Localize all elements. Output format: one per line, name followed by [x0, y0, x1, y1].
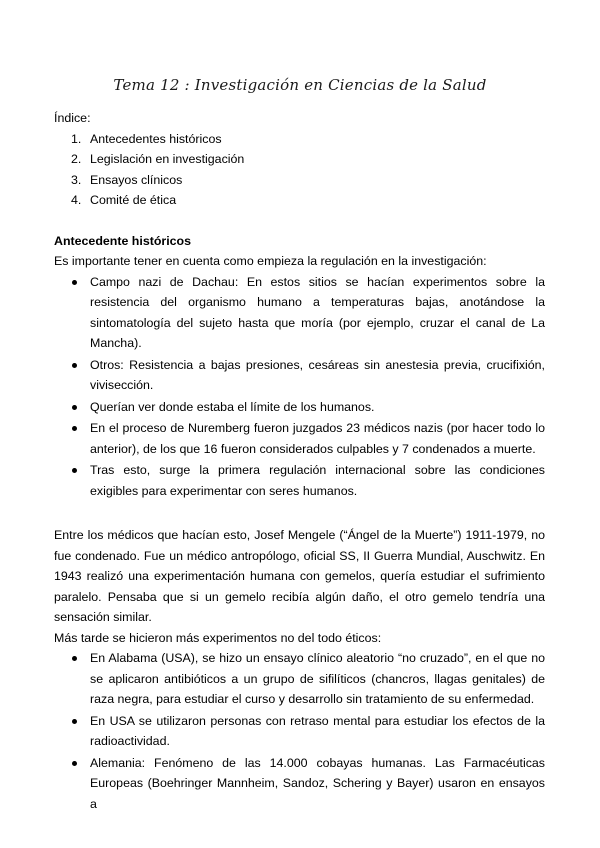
- bullet-item: [54, 272, 545, 354]
- bullet-item: [54, 460, 545, 501]
- page-title: Tema 12 : Investigación en Ciencias de la Salud: [113, 76, 487, 94]
- bullet-text: Tras esto, surge la primera regulación internacional sobre las condiciones exigibles para experimentar con seres humanos.: [90, 463, 545, 498]
- bullet-icon: [72, 405, 77, 410]
- index-item-number: 2.: [71, 152, 82, 166]
- bullet-icon: [72, 363, 77, 368]
- spacer: [54, 211, 545, 231]
- section-intro: Es importante tener en cuenta como empieza la regulación en la investigación:: [54, 254, 487, 268]
- bullet-item: [54, 711, 545, 752]
- later-experiments-intro: Más tarde se hicieron más experimentos no del todo éticos:: [54, 630, 382, 645]
- index-item-number: 4.: [71, 193, 82, 207]
- index-item-label: Comité de ética: [90, 193, 177, 207]
- bullet-text: En Alabama (USA), se hizo un ensayo clínico aleatorio “no cruzado”, en el que no se aplicaron antibióticos a un grupo de sifilíticos (chancros, llagas genitales) de raza negra, para estudiar el curso y desarrollo sin tratamiento de su enfermedad.: [90, 651, 545, 706]
- bullet-item: [54, 648, 545, 710]
- index-item-number: 3.: [71, 172, 82, 187]
- bullet-icon: [72, 719, 77, 724]
- bullet-text: Querían ver donde estaba el límite de los humanos.: [90, 399, 375, 414]
- spacer: [54, 502, 545, 525]
- index-item-label: Antecedentes históricos: [90, 131, 222, 146]
- bullet-item: [54, 397, 545, 418]
- section-heading: Antecedente históricos: [54, 233, 192, 248]
- bullet-icon: [72, 656, 77, 661]
- index-item: [54, 190, 545, 211]
- index-item-number: 1.: [71, 131, 82, 146]
- index-item-label: Legislación en investigación: [90, 152, 245, 166]
- bullet-icon: [72, 426, 77, 431]
- bullet-text: En el proceso de Nuremberg fueron juzgados 23 médicos nazis (por hacer todo lo anterior), de los que 16 fueron considerados culpables y 7 condenados a muerte.: [90, 421, 545, 456]
- bullet-item: [54, 418, 545, 459]
- index-item-label: Ensayos clínicos: [90, 172, 183, 187]
- index-list: [54, 129, 545, 211]
- bullet-text: Otros: Resistencia a bajas presiones, cesáreas sin anestesia previa, crucifixión, vivisección.: [90, 357, 545, 392]
- bullet-list: [54, 272, 545, 502]
- index-item: [54, 129, 545, 150]
- bullet-icon: [72, 468, 77, 473]
- index-heading: Índice:: [54, 111, 91, 125]
- bullet-text: Alemania: Fenómeno de las 14.000 cobayas humanas. Las Farmacéuticas Europeas (Boehringer Mannheim, Sandoz, Schering y Bayer) usaron en ensayos a: [90, 755, 545, 811]
- document-body: [54, 108, 545, 815]
- mengele-paragraph: Entre los médicos que hacían esto, Josef Mengele (“Ángel de la Muerte”) 1911-1979, no fue condenado. Fue un médico antropólogo, oficial SS, II Guerra Mundial, Auschwitz. En 1943 realizó una experimentación humana con gemelos, quería estudiar el sufrimiento paralelo. Pensaba que si un gemelo recibía algún daño, el otro gemelo tendría una sensación similar.: [54, 528, 545, 624]
- index-item: [54, 170, 545, 191]
- bullet-icon: [72, 761, 77, 766]
- index-item: [54, 149, 545, 170]
- bullet-item: [54, 753, 545, 815]
- bullet-text: En USA se utilizaron personas con retraso mental para estudiar los efectos de la radioactividad.: [90, 713, 545, 748]
- bullet-item: [54, 355, 545, 396]
- bullet-text: Campo nazi de Dachau: En estos sitios se hacían experimentos sobre la resistencia del organismo humano a temperaturas bajas, anotándose la sintomatología del sujeto hasta que moría (por ejemplo, cruzar el canal de La Mancha).: [90, 274, 545, 350]
- bullet-icon: [72, 280, 77, 285]
- bullet-list: [54, 648, 545, 814]
